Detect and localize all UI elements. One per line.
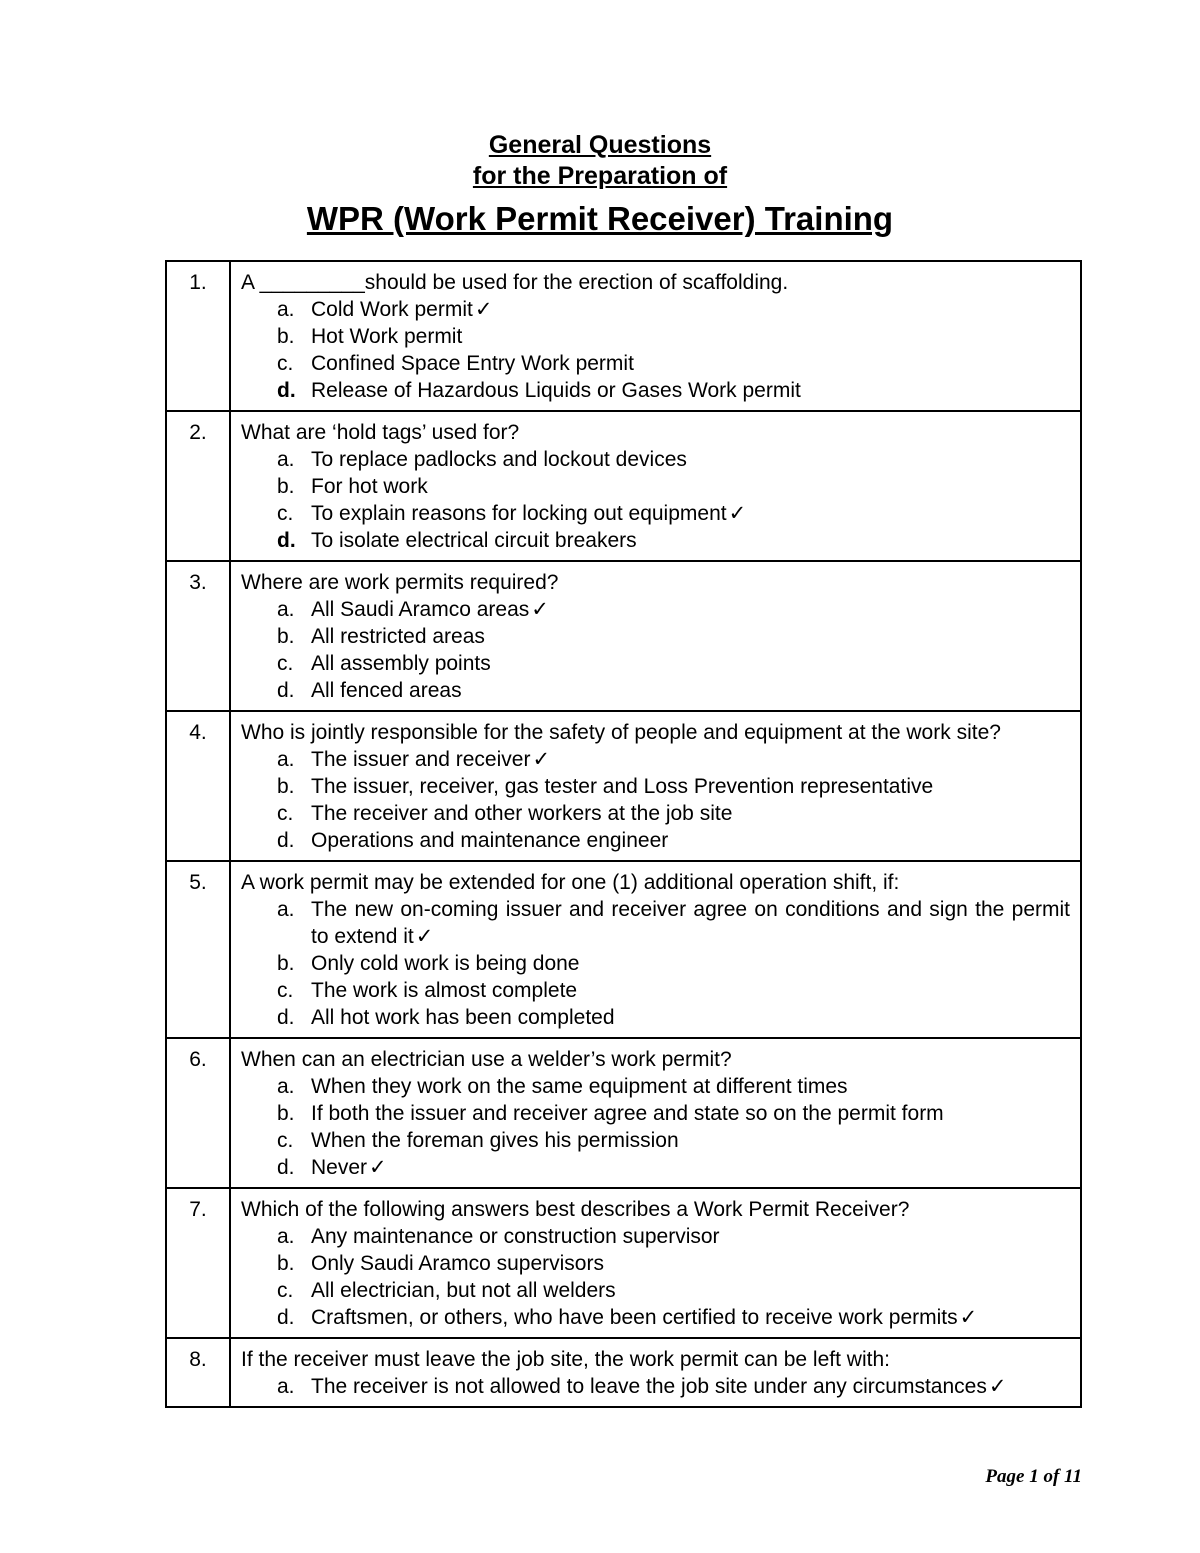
question-row <box>166 861 1081 1038</box>
option-letter: c. <box>277 352 294 375</box>
checkmark-icon: ✓ <box>369 1155 387 1179</box>
option-letter: b. <box>277 475 295 498</box>
question-cell <box>230 261 1081 411</box>
option-letter: c. <box>277 802 294 825</box>
option-letter: d. <box>277 379 296 402</box>
answer-option <box>241 623 1070 650</box>
option-letter: b. <box>277 325 295 348</box>
question-text: If the receiver must leave the job site, the work permit can be left with: <box>241 1348 890 1371</box>
question-text: A work permit may be extended for one (1) additional operation shift, if: <box>241 871 900 894</box>
answer-option <box>241 296 1070 323</box>
answer-option <box>241 1373 1070 1400</box>
question-number: 1. <box>166 261 230 411</box>
option-text: When the foreman gives his permission <box>311 1129 679 1152</box>
question-text: Who is jointly responsible for the safety of people and equipment at the work site? <box>241 721 1001 744</box>
question-cell <box>230 411 1081 561</box>
question-row <box>166 1038 1081 1188</box>
option-letter: d. <box>277 1156 295 1179</box>
answer-option <box>241 1127 1070 1154</box>
answer-option <box>241 977 1070 1004</box>
answer-option <box>241 677 1070 704</box>
answer-option <box>241 1304 1070 1331</box>
question-row <box>166 411 1081 561</box>
checkmark-icon: ✓ <box>531 597 549 621</box>
checkmark-icon: ✓ <box>532 747 551 771</box>
answer-option <box>241 950 1070 977</box>
answer-options <box>241 1073 1070 1181</box>
checkmark-icon: ✓ <box>988 1374 1007 1398</box>
option-letter: a. <box>277 298 295 321</box>
answer-option <box>241 800 1070 827</box>
option-text: Cold Work permit <box>311 298 473 321</box>
option-letter: c. <box>277 1129 294 1152</box>
question-number: 2. <box>166 411 230 561</box>
answer-option <box>241 323 1070 350</box>
option-letter: b. <box>277 952 295 975</box>
checkmark-icon: ✓ <box>415 924 434 948</box>
option-text: Only Saudi Aramco supervisors <box>311 1252 604 1275</box>
answer-options <box>241 1223 1070 1331</box>
answer-option <box>241 650 1070 677</box>
option-letter: b. <box>277 775 295 798</box>
option-text: Any maintenance or construction supervisor <box>311 1225 720 1248</box>
option-letter: a. <box>277 448 295 471</box>
questions-table <box>165 260 1082 1408</box>
option-letter: b. <box>277 625 295 648</box>
option-text: Release of Hazardous Liquids or Gases Work permit <box>311 379 801 402</box>
option-letter: a. <box>277 898 295 921</box>
option-letter: b. <box>277 1252 295 1275</box>
option-text: All hot work has been completed <box>311 1006 615 1029</box>
option-letter: a. <box>277 1075 295 1098</box>
option-letter: a. <box>277 1225 295 1248</box>
question-row <box>166 1338 1081 1407</box>
answer-option <box>241 350 1070 377</box>
option-letter: d. <box>277 529 296 552</box>
option-letter: c. <box>277 652 294 675</box>
answer-option <box>241 896 1070 950</box>
question-number: 3. <box>166 561 230 711</box>
question-row <box>166 561 1081 711</box>
option-letter: c. <box>277 1279 294 1302</box>
question-row <box>166 711 1081 861</box>
option-letter: d. <box>277 1306 295 1329</box>
option-text: To isolate electrical circuit breakers <box>311 529 637 552</box>
question-text: Where are work permits required? <box>241 571 559 594</box>
answer-options <box>241 1373 1070 1400</box>
answer-option <box>241 596 1070 623</box>
option-text: For hot work <box>311 475 428 498</box>
option-text: The receiver is not allowed to leave the job site under any circumstances <box>311 1375 987 1398</box>
checkmark-icon: ✓ <box>474 297 493 321</box>
option-text: The issuer and receiver <box>311 748 531 771</box>
option-text: The issuer, receiver, gas tester and Loss Prevention representative <box>311 775 934 798</box>
option-letter: a. <box>277 1375 295 1398</box>
option-text: Craftsmen, or others, who have been certified to receive work permits <box>311 1306 958 1329</box>
answer-option <box>241 1100 1070 1127</box>
option-text: All fenced areas <box>311 679 462 702</box>
question-number: 5. <box>166 861 230 1038</box>
option-text: The work is almost complete <box>311 979 578 1002</box>
option-letter: d. <box>277 829 295 852</box>
answer-option <box>241 527 1070 554</box>
option-text: Operations and maintenance engineer <box>311 829 669 852</box>
option-text: If both the issuer and receiver agree and state so on the permit form <box>311 1102 944 1125</box>
option-text: All restricted areas <box>311 625 485 648</box>
answer-option <box>241 773 1070 800</box>
question-number: 8. <box>166 1338 230 1407</box>
answer-option <box>241 746 1070 773</box>
checkmark-icon: ✓ <box>728 501 747 525</box>
option-letter: d. <box>277 679 295 702</box>
answer-option <box>241 500 1070 527</box>
answer-option <box>241 377 1070 404</box>
answer-option <box>241 1154 1070 1181</box>
option-letter: c. <box>277 502 294 525</box>
option-text: Never <box>311 1156 368 1179</box>
question-row <box>166 261 1081 411</box>
answer-options <box>241 746 1070 854</box>
question-cell <box>230 1338 1081 1407</box>
answer-option <box>241 1004 1070 1031</box>
option-letter: a. <box>277 748 295 771</box>
answer-option <box>241 446 1070 473</box>
option-text: To replace padlocks and lockout devices <box>311 448 687 471</box>
document-title-block <box>0 130 1200 240</box>
answer-options <box>241 596 1070 704</box>
question-number: 6. <box>166 1038 230 1188</box>
answer-options <box>241 896 1070 1031</box>
checkmark-icon: ✓ <box>959 1305 978 1329</box>
option-letter: c. <box>277 979 294 1002</box>
option-text: The receiver and other workers at the job site <box>311 802 733 825</box>
answer-option <box>241 1277 1070 1304</box>
answer-options <box>241 446 1070 554</box>
answer-option <box>241 1073 1070 1100</box>
question-cell <box>230 1038 1081 1188</box>
option-text: To explain reasons for locking out equipment <box>311 502 727 525</box>
question-cell <box>230 1188 1081 1338</box>
answer-option <box>241 473 1070 500</box>
question-row <box>166 1188 1081 1338</box>
question-text: A _________should be used for the erection of scaffolding. <box>241 271 789 294</box>
answer-options <box>241 296 1070 404</box>
question-number: 7. <box>166 1188 230 1338</box>
option-letter: a. <box>277 598 295 621</box>
option-text: All electrician, but not all welders <box>311 1279 616 1302</box>
question-text: What are ‘hold tags’ used for? <box>241 421 520 444</box>
option-text: When they work on the same equipment at different times <box>311 1075 848 1098</box>
title-line-1: General Questions <box>488 131 712 159</box>
page-number: Page 1 of 11 <box>985 1466 1082 1487</box>
title-line-2: for the Preparation of <box>472 162 728 190</box>
answer-option <box>241 1223 1070 1250</box>
option-text: The new on-coming issuer and receiver agree on conditions and sign the permit to extend it <box>311 898 1070 948</box>
answer-option <box>241 827 1070 854</box>
question-cell <box>230 861 1081 1038</box>
question-cell <box>230 561 1081 711</box>
option-text: All Saudi Aramco areas <box>311 598 530 621</box>
document-title: WPR (Work Permit Receiver) Training <box>306 200 894 237</box>
question-number: 4. <box>166 711 230 861</box>
answer-option <box>241 1250 1070 1277</box>
option-text: Confined Space Entry Work permit <box>311 352 634 375</box>
option-text: Only cold work is being done <box>311 952 580 975</box>
question-cell <box>230 711 1081 861</box>
option-text: Hot Work permit <box>311 325 463 348</box>
option-letter: b. <box>277 1102 295 1125</box>
option-text: All assembly points <box>311 652 491 675</box>
question-text: When can an electrician use a welder’s work permit? <box>241 1048 732 1071</box>
option-letter: d. <box>277 1006 295 1029</box>
question-text: Which of the following answers best describes a Work Permit Receiver? <box>241 1198 910 1221</box>
